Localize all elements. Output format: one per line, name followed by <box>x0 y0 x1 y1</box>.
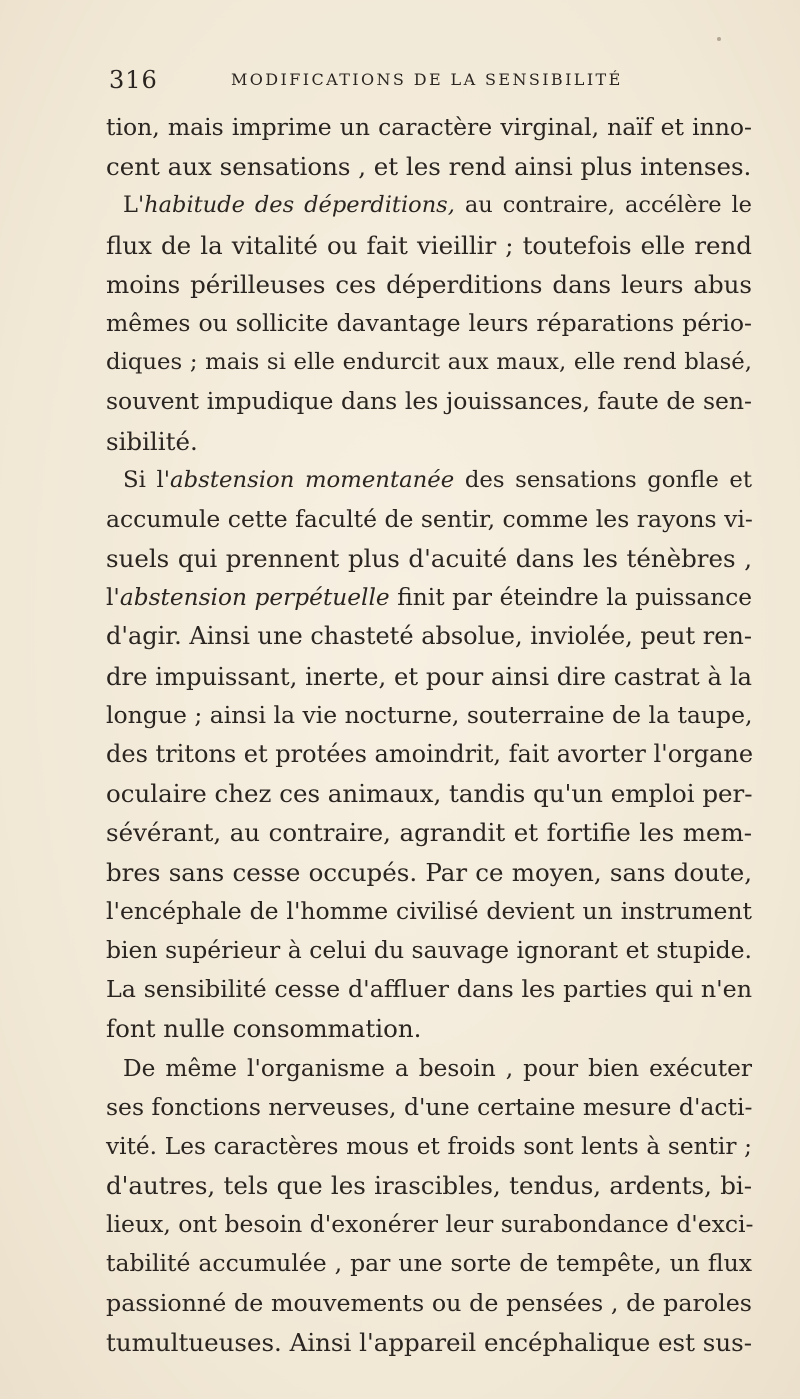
text-segment: bres sans cesse occupés. Par ce moyen, sans doute, <box>106 857 752 887</box>
text-line <box>106 1088 752 1127</box>
text-line <box>106 186 752 225</box>
text-segment: moins périlleuses ces déperditions dans leurs abus <box>106 269 752 299</box>
text-line <box>106 931 752 970</box>
text-segment: longue ; ainsi la vie nocturne, souterraine de la taupe, <box>106 700 753 729</box>
text-line <box>106 657 752 696</box>
text-segment: lieux, ont besoin d'exonérer leur surabondance d'exci- <box>106 1210 754 1239</box>
text-segment: vité. Les caractères mous et froids sont lents à sentir ; <box>106 1132 752 1160</box>
text-line <box>106 578 752 617</box>
text-segment: des sensations gonfle et <box>454 466 752 493</box>
text-line <box>106 1127 752 1166</box>
text-segment: suels qui prennent plus d'acuité dans les ténèbres , <box>106 544 752 574</box>
text-segment: bien supérieur à celui du sauvage ignorant et stupide. <box>106 935 753 964</box>
text-line <box>106 853 752 892</box>
text-line <box>106 813 752 852</box>
text-segment: au contraire, accélère le <box>454 192 753 219</box>
text-line <box>106 265 752 304</box>
text-segment: l' <box>106 584 120 612</box>
text-line <box>106 382 752 421</box>
text-segment: diques ; mais si elle endurcit aux maux, elle rend blasé, <box>106 349 752 376</box>
text-line <box>106 1009 752 1048</box>
text-line <box>106 735 752 774</box>
text-segment: tion, mais imprime un caractère virginal, naïf et inno- <box>106 113 752 141</box>
text-segment: d'autres, tels que les irascibles, tendus, ardents, bi- <box>106 1171 752 1201</box>
text-line <box>106 774 752 813</box>
text-line <box>106 226 752 265</box>
page-header <box>109 66 669 98</box>
italic-text: abstension perpétuelle <box>119 584 390 612</box>
text-line <box>106 1205 752 1244</box>
text-segment: finit par éteindre la puissance <box>389 584 752 612</box>
text-line <box>106 1166 752 1205</box>
text-segment: l'encéphale de l'homme civilisé devient un instrument <box>106 896 752 925</box>
text-segment: des tritons et protées amoindrit, fait avorter l'organe <box>106 740 754 768</box>
text-segment: souvent impudique dans les jouissances, faute de sen- <box>106 387 752 416</box>
text-line <box>106 696 752 735</box>
italic-text: abstension momentanée <box>170 466 455 493</box>
body-text <box>106 108 752 1362</box>
text-line <box>106 617 752 656</box>
text-segment: mêmes ou sollicite davantage leurs réparations pério- <box>106 308 752 337</box>
text-line <box>106 539 752 578</box>
running-head: MODIFICATIONS DE LA SENSIBILITÉ <box>231 70 623 89</box>
text-line <box>106 147 752 186</box>
text-segment: d'agir. Ainsi une chasteté absolue, inviolée, peut ren- <box>106 622 752 651</box>
page-number: 316 <box>109 66 158 94</box>
text-line <box>106 1323 752 1362</box>
text-line <box>106 304 752 343</box>
text-segment: flux de la vitalité ou fait vieillir ; toutefois elle rend <box>106 230 752 260</box>
text-line <box>106 500 752 539</box>
text-line <box>106 343 752 382</box>
text-segment: dre impuissant, inerte, et pour ainsi dire castrat à la <box>106 661 752 691</box>
text-line <box>106 1049 752 1088</box>
text-segment: tumultueuses. Ainsi l'appareil encéphalique est sus- <box>106 1327 752 1357</box>
text-segment: oculaire chez ces animaux, tandis qu'un emploi per- <box>106 779 753 809</box>
text-line <box>106 970 752 1009</box>
text-segment: sévérant, au contraire, agrandit et fortifie les mem- <box>106 818 752 848</box>
text-line <box>106 892 752 931</box>
text-segment: accumule cette faculté de sentir, comme les rayons vi- <box>106 504 753 533</box>
text-segment: cent aux sensations , et les rend ainsi plus intenses. <box>106 152 752 182</box>
text-line <box>106 108 752 147</box>
ink-speck <box>717 37 721 41</box>
text-segment: passionné de mouvements ou de pensées , de paroles <box>106 1288 752 1317</box>
text-segment: Si l' <box>123 466 171 493</box>
text-segment: La sensibilité cesse d'affluer dans les parties qui n'en <box>106 975 752 1004</box>
text-segment: font nulle consommation. <box>106 1014 422 1044</box>
text-segment: sibilité. <box>106 426 198 456</box>
text-line <box>106 1284 752 1323</box>
text-segment: tabilité accumulée , par une sorte de tempête, un flux <box>106 1249 752 1278</box>
italic-text: habitude des déperditions, <box>144 192 455 219</box>
text-line <box>106 422 752 461</box>
text-line <box>106 1244 752 1283</box>
text-line <box>106 461 752 500</box>
text-segment: De même l'organisme a besoin , pour bien exécuter <box>123 1054 752 1082</box>
text-segment: L' <box>123 192 145 219</box>
text-segment: ses fonctions nerveuses, d'une certaine mesure d'acti- <box>106 1092 753 1121</box>
